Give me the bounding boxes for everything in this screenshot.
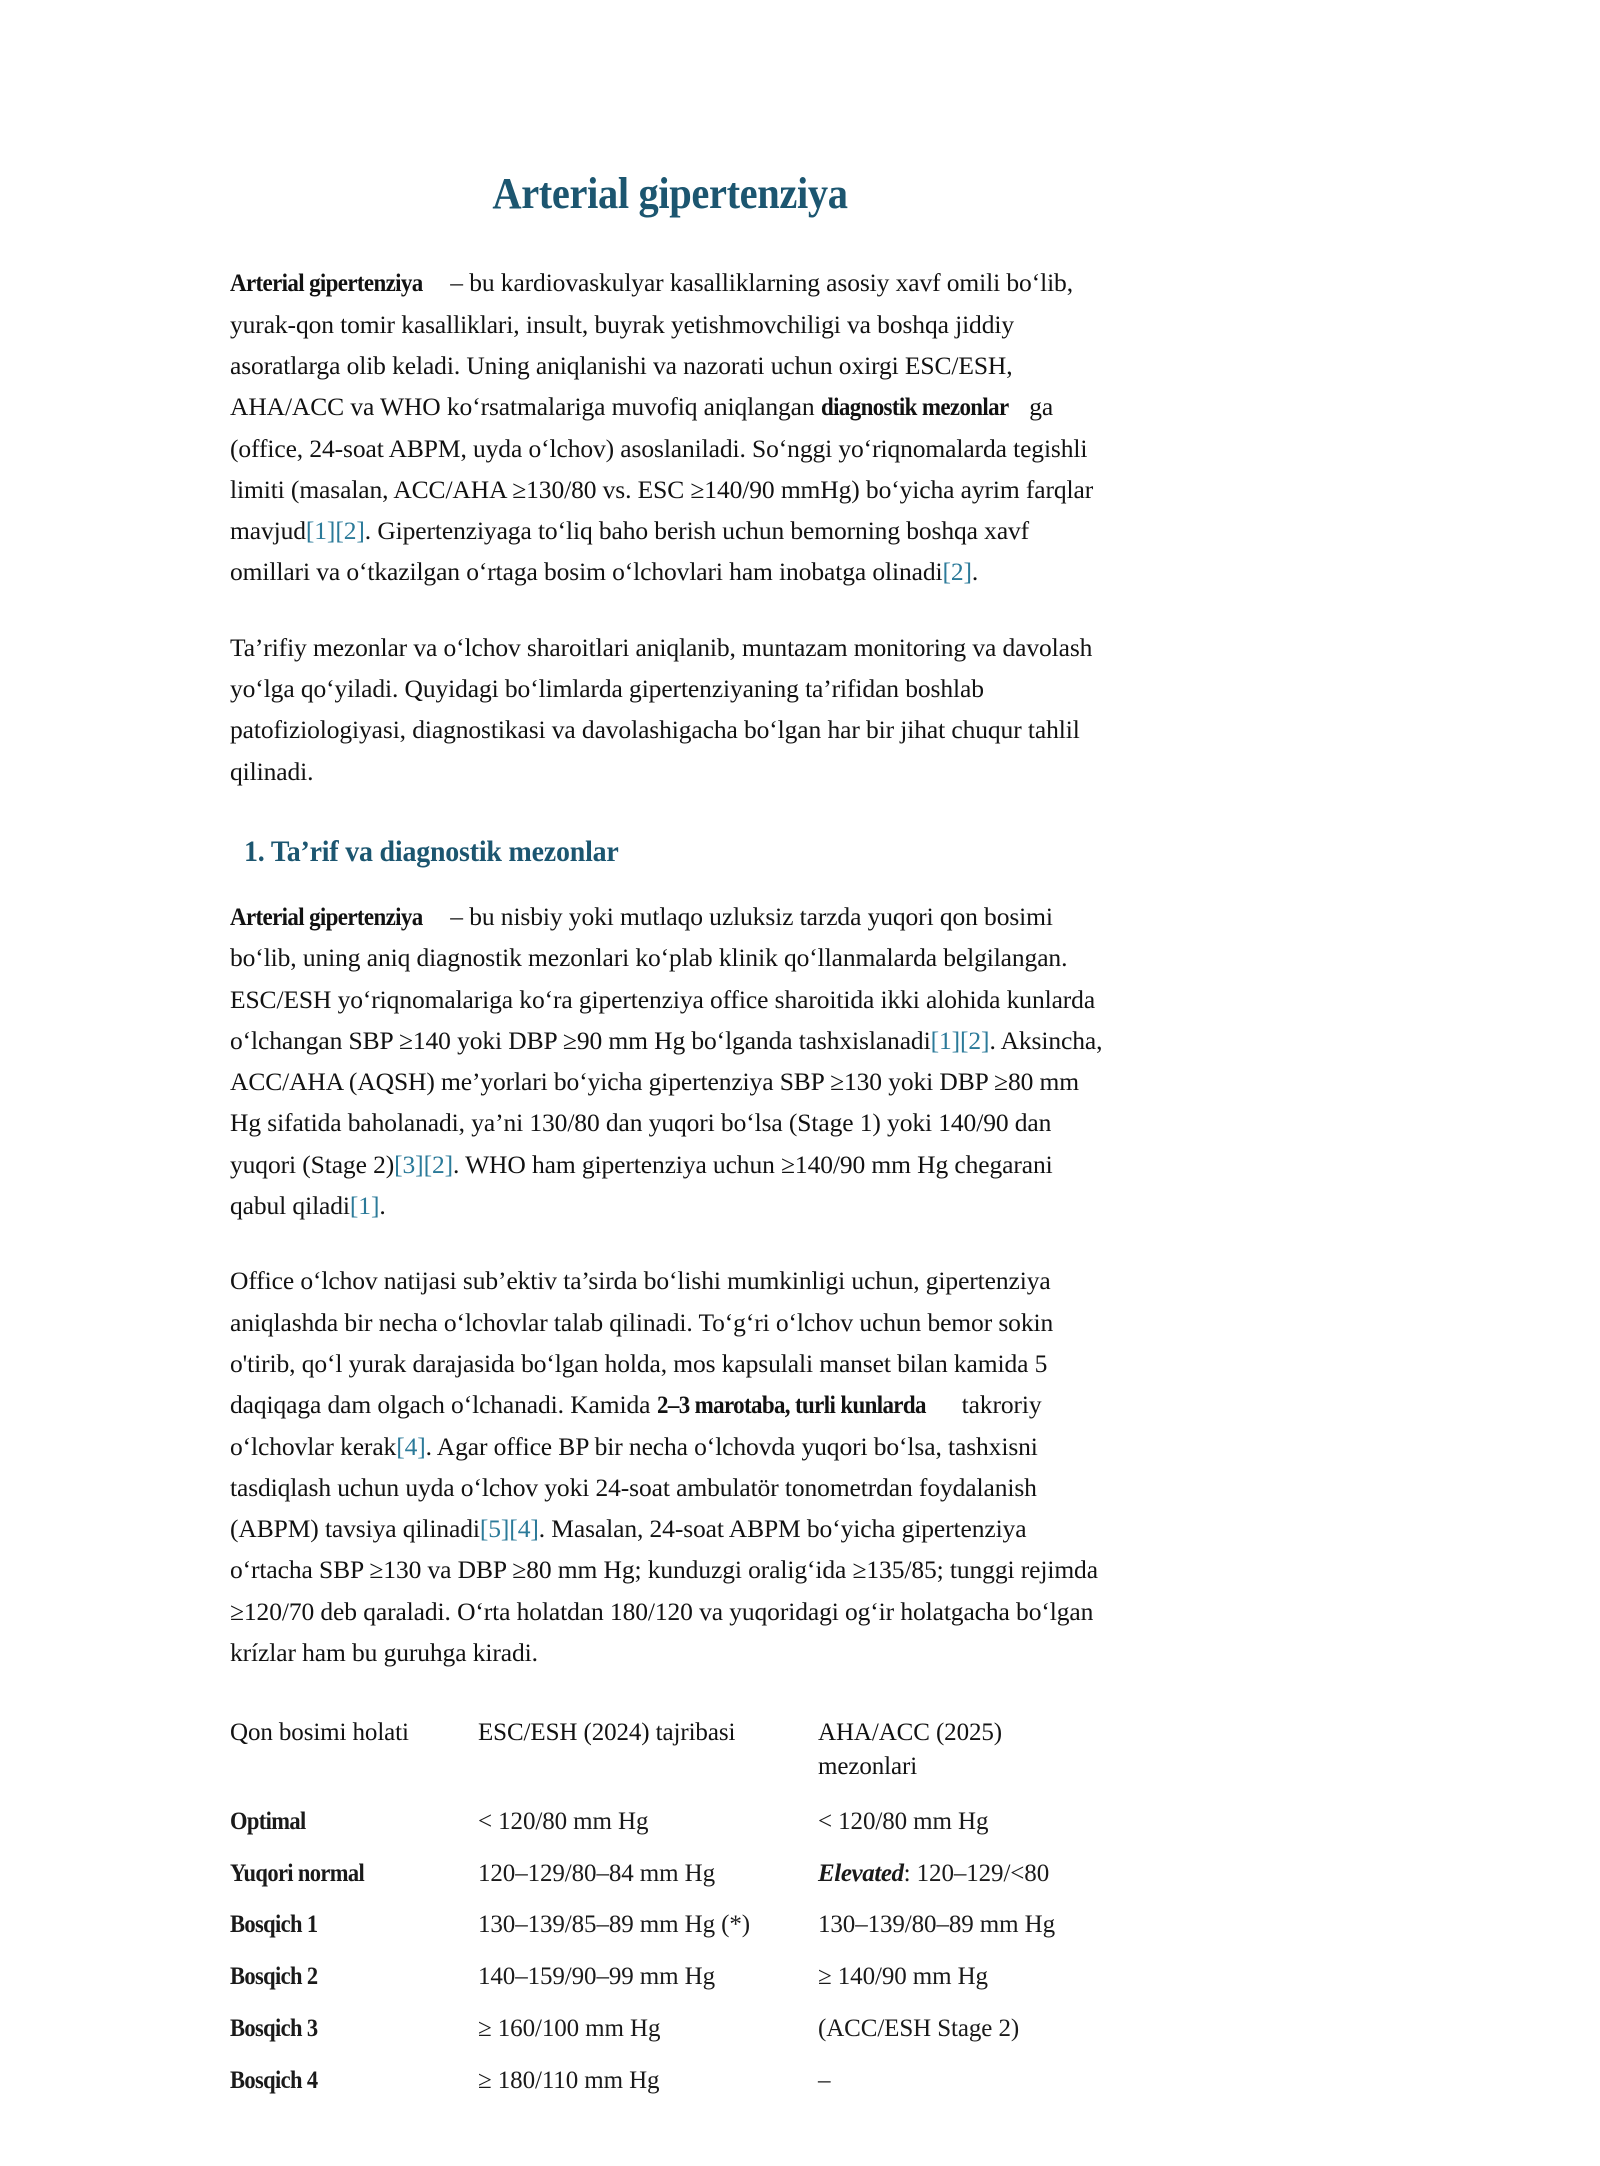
document-content bbox=[230, 170, 1110, 2106]
repeat-measurements-bold: 2–3 marotaba, turli kunlarda bbox=[656, 1390, 926, 1420]
section1-paragraph-2 bbox=[230, 1260, 1110, 1673]
aha-value: – bbox=[818, 2066, 831, 2094]
row-label-text: Bosqich 1 bbox=[230, 1911, 318, 1939]
table-header-aha: AHA/ACC (2025) mezonlari bbox=[818, 1719, 1003, 1781]
section1-lead-term-bold: Arterial gipertenziya bbox=[230, 901, 423, 931]
table-row bbox=[230, 2003, 1110, 2055]
table-header-esc: ESC/ESH (2024) tajribasi bbox=[478, 1719, 736, 1747]
section-heading-1: 1. Ta’rif va diagnostik mezonlar bbox=[244, 834, 619, 868]
section1-p1-segment-2: . Aksincha, ACC/AHA (AQSH) me’yorlari bo‘yicha gipertenziya SBP ≥130 yoki DBP ≥80 mm Hg sifatida baholanadi, ya’ni 130/80 dan yuqori bo‘lsa (Stage 1) yoki 140/90 dan yuqori (Stage 2) bbox=[230, 1025, 1103, 1179]
table-cell-label bbox=[230, 2055, 478, 2107]
table-cell-aha bbox=[818, 1796, 1110, 1848]
citation-link-6[interactable]: [3] bbox=[394, 1149, 424, 1179]
citation-link-1[interactable]: [1] bbox=[305, 516, 336, 546]
aha-value: : 120–129/<80 bbox=[903, 1859, 1050, 1887]
table-cell-aha bbox=[818, 1951, 1110, 2003]
table-cell-label bbox=[230, 1796, 478, 1848]
table-row bbox=[230, 2055, 1110, 2107]
row-label-text: Bosqich 3 bbox=[230, 2014, 318, 2042]
aha-value: < 120/80 mm Hg bbox=[818, 1807, 989, 1835]
table-row bbox=[230, 1796, 1110, 1848]
table-cell-esc: ≥ 160/100 mm Hg bbox=[478, 2014, 661, 2042]
table-cell-aha bbox=[818, 2055, 1110, 2107]
citation-link-10[interactable]: [5] bbox=[479, 1514, 510, 1544]
table-cell-aha bbox=[818, 1899, 1110, 1951]
blood-pressure-classification-table bbox=[230, 1707, 1110, 2106]
citation-link-5[interactable]: [2] bbox=[960, 1025, 990, 1055]
aha-emphasis: Elevated bbox=[818, 1859, 904, 1887]
citation-link-2[interactable]: [2] bbox=[335, 516, 365, 546]
row-label-text: Optimal bbox=[230, 1807, 306, 1835]
table-cell-aha bbox=[818, 1848, 1110, 1900]
intro-paragraph-1 bbox=[230, 262, 1110, 592]
aha-value: (ACC/ESH Stage 2) bbox=[818, 2014, 1020, 2042]
row-label-text: Yuqori normal bbox=[230, 1859, 365, 1887]
intro-p1-segment-3: . Gipertenziyaga to‘liq baho berish uchun bemorning boshqa xavf omillari va o‘tkazilgan o‘rtaga bosim o‘lchovlari ham inobatga olinadi bbox=[230, 516, 1030, 587]
section1-p1-segment-1: – bu nisbiy yoki mutlaqo uzluksiz tarzda yuqori qon bosimi bo‘lib, uning aniq diagnostik mezonlari ko‘plab klinik qo‘llanmalarda belgilangan. ESC/ESH yo‘riqnomalariga ko‘ra gipertenziya office sharoitida ikki alohida kunlarda o‘lchangan SBP ≥140 yoki DBP ≥90 mm Hg bo‘lganda tashxislanadi bbox=[230, 901, 1096, 1055]
diagnostic-criteria-bold: diagnostik mezonlar bbox=[820, 392, 1009, 422]
page-title: Arterial gipertenziya bbox=[492, 169, 848, 218]
aha-value: 130–139/80–89 mm Hg bbox=[818, 1911, 1055, 1939]
table-cell-label bbox=[230, 1848, 478, 1900]
intro-p1-segment-4: . bbox=[971, 557, 979, 587]
citation-link-11[interactable]: [4] bbox=[509, 1514, 539, 1544]
row-label-text: Bosqich 2 bbox=[230, 1963, 318, 1991]
table-cell-esc: 130–139/85–89 mm Hg (*) bbox=[478, 1911, 750, 1939]
section1-p2-segment-1: Office o‘lchov natijasi sub’ektiv ta’sirda bo‘lishi mumkinligi uchun, gipertenziya aniqlashda bir necha o‘lchovlar talab qilinadi. To‘g‘ri o‘lchov uchun bemor sokin o'tirib, qo‘l yurak darajasida bo‘lgan holda, mos kapsulali manset bilan kamida 5 daqiqaga dam olgach o‘lchanadi. Kamida bbox=[230, 1266, 1054, 1420]
citation-link-3[interactable]: [2] bbox=[942, 557, 972, 587]
section1-p2-segment-4: . Masalan, 24-soat ABPM bo‘yicha gipertenziya o‘rtacha SBP ≥130 va DBP ≥80 mm Hg; kunduzgi oralig‘ida ≥135/85; tunggi rejimda ≥120/70 deb qaraladi. O‘rta holatdan 180/120 va yuqoridagi og‘ir holatgacha bo‘lgan krízlar ham bu guruhga kiradi. bbox=[230, 1514, 1098, 1667]
lead-term-bold: Arterial gipertenziya bbox=[230, 268, 423, 298]
table-cell-esc: 140–159/90–99 mm Hg bbox=[478, 1963, 715, 1991]
intro-p1-segment-1: – bu kardiovaskulyar kasalliklarning asosiy xavf omili bo‘lib, yurak-qon tomir kasalliklari, insult, buyrak yetishmovchiligi va boshqa jiddiy asoratlarga olib keladi. Uning aniqlanishi va nazorati uchun oxirgi ESC/ESH, AHA/ACC va WHO ko‘rsatmalariga muvofiq aniqlangan bbox=[230, 268, 1073, 422]
section1-p1-segment-4: . bbox=[379, 1191, 386, 1221]
section1-paragraph-1 bbox=[230, 896, 1110, 1226]
table-row bbox=[230, 1951, 1110, 2003]
intro-p1-segment-2: ga (office, 24-soat ABPM, uyda o‘lchov) asoslaniladi. So‘nggi yo‘riqnomalarda tegishli limiti (masalan, ACC/AHA ≥130/80 vs. ESC ≥140/90 mmHg) bo‘yicha ayrim farqlar mavjud bbox=[230, 392, 1094, 546]
table-cell-label bbox=[230, 2003, 478, 2055]
table-header-status: Qon bosimi holati bbox=[230, 1719, 409, 1747]
table-cell-esc: 120–129/80–84 mm Hg bbox=[478, 1859, 715, 1887]
table-row bbox=[230, 1899, 1110, 1951]
table-header-row bbox=[230, 1707, 1110, 1796]
intro-paragraph-2: Ta’rifiy mezonlar va o‘lchov sharoitlari aniqlanib, muntazam monitoring va davolash yo‘lga qo‘yiladi. Quyidagi bo‘limlarda gipertenziyaning ta’rifidan boshlab patofiziologiyasi, diagnostikasi va davolashigacha bo‘lgan har bir jihat chuqur tahlil qilinadi. bbox=[230, 632, 1093, 786]
table-body bbox=[230, 1796, 1110, 2107]
citation-link-7[interactable]: [2] bbox=[423, 1149, 453, 1179]
table-cell-esc: ≥ 180/110 mm Hg bbox=[478, 2066, 660, 2094]
table-cell-aha bbox=[818, 2003, 1110, 2055]
table-cell-esc: < 120/80 mm Hg bbox=[478, 1807, 649, 1835]
citation-link-9[interactable]: [4] bbox=[396, 1431, 426, 1461]
section1-p2-segment-3: . Agar office BP bir necha o‘lchovda yuqori bo‘lsa, tashxisni tasdiqlash uchun uyda o‘lchov yoki 24-soat ambulatör tonometrdan foydalanish (ABPM) tavsiya qilinadi bbox=[230, 1431, 1038, 1544]
citation-link-8[interactable]: [1] bbox=[349, 1191, 380, 1221]
section1-p1-segment-3: . WHO ham gipertenziya uchun ≥140/90 mm Hg chegarani qabul qiladi bbox=[230, 1149, 1053, 1221]
row-label-text: Bosqich 4 bbox=[230, 2066, 318, 2094]
table-cell-label bbox=[230, 1951, 478, 2003]
table-row bbox=[230, 1848, 1110, 1900]
table-cell-label bbox=[230, 1899, 478, 1951]
aha-value: ≥ 140/90 mm Hg bbox=[818, 1963, 988, 1991]
citation-link-4[interactable]: [1] bbox=[930, 1025, 960, 1055]
section1-p2-segment-2: takroriy o‘lchovlar kerak bbox=[230, 1390, 1042, 1461]
